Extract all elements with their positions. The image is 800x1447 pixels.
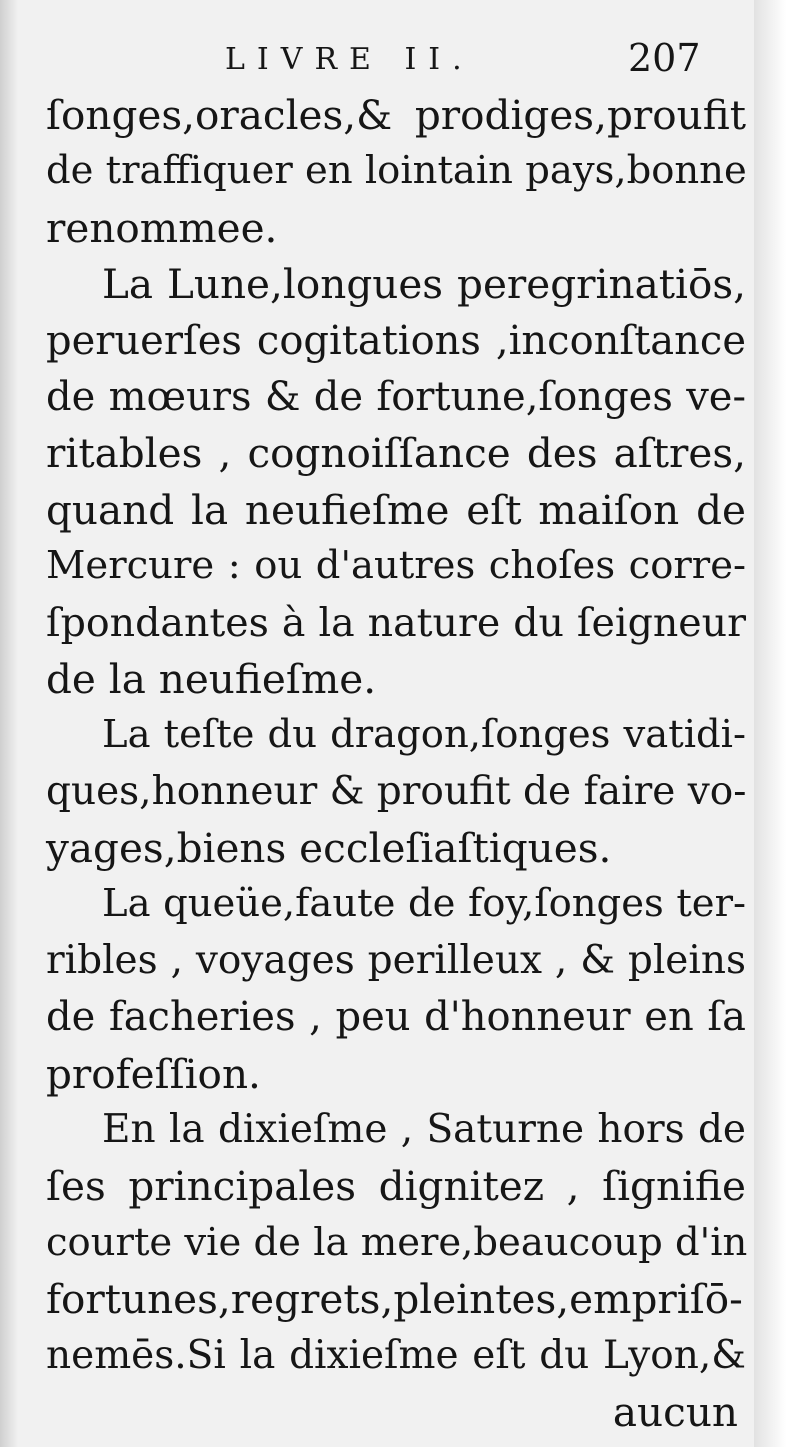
paragraph-start-line: La Lune,longues peregrinatiōs,: [102, 260, 746, 309]
text-line: de la neufieſme.: [46, 654, 377, 703]
text-line: ritables , cognoiſſance des aſtres,: [46, 429, 746, 478]
body-text: [46, 87, 746, 1440]
text-line: peruerſes cogitations ,inconſtance: [46, 317, 746, 364]
catchword: aucun: [612, 1387, 738, 1436]
text-line: ques,honneur & proufit de faire vo-: [46, 768, 747, 814]
paragraph-start-line: La queüe,faute de foy,ſonges ter-: [102, 881, 746, 927]
text-line: courte vie de la mere,beaucoup d'in: [46, 1219, 748, 1265]
page-header: [0, 36, 760, 86]
page-edge: [754, 0, 800, 1447]
running-head: LIVRE II.: [225, 42, 474, 77]
text-line: profeſſion.: [46, 1049, 261, 1098]
text-line: ribles , voyages perilleux , & pleins: [46, 937, 746, 983]
gutter-shadow: [0, 0, 18, 1447]
text-line: nemēs.Si la dixieſme eſt du Lyon,&: [46, 1332, 746, 1378]
text-line: ſpondantes à la nature du ſeigneur: [46, 599, 746, 646]
text-line: fortunes,regrets,pleintes,empriſō-: [46, 1275, 743, 1324]
text-line: de facheries , peu d'honneur en ſa: [46, 994, 746, 1041]
text-line: yages,biens eccleſiaſtiques.: [46, 824, 612, 873]
text-line: quand la neufieſme eſt maiſon de: [46, 485, 746, 534]
paragraph-start-line: La teſte du dragon,ſonges vatidi-: [102, 712, 746, 758]
paragraph-start-line: En la dixieſme , Saturne hors de: [102, 1107, 746, 1153]
text-line: ſes principales dignitez , ſignifie: [46, 1162, 746, 1211]
text-line: ſonges,oracles,& prodiges,proufit: [46, 91, 746, 139]
text-line: de traffiquer en lointain pays,bonne: [46, 148, 747, 194]
page-number: 207: [628, 36, 701, 80]
text-line: Mercure : ou d'autres choſes corre-: [46, 543, 746, 589]
text-line: de mœurs & de fortune,ſonges ve-: [46, 373, 746, 420]
text-line: renommee.: [46, 203, 278, 252]
